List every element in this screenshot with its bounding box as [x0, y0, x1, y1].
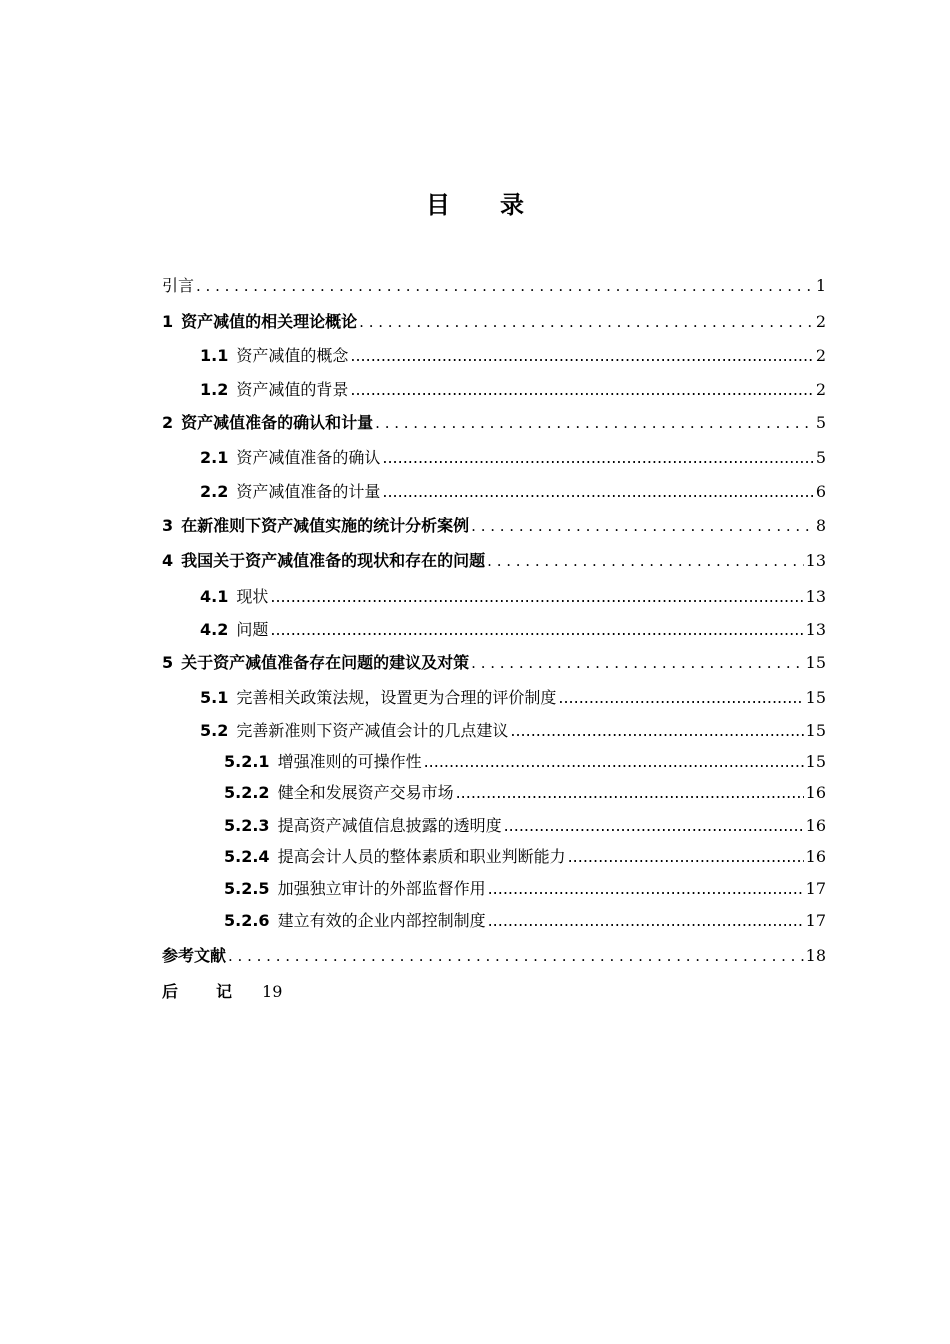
toc-entry-page: 17 [805, 911, 826, 930]
toc-entry-number: 1.2 [200, 380, 229, 399]
toc-entry-page: 1 [815, 276, 826, 295]
dot-leader [424, 752, 804, 772]
toc-entry-number: 5.1 [200, 688, 229, 707]
toc-entry-label: 提高会计人员的整体素质和职业判断能力 [277, 847, 566, 866]
toc-entry-references[interactable] [162, 940, 826, 966]
toc-entry-subsection-5-2-5[interactable] [224, 873, 826, 899]
toc-entry-number: 2.2 [200, 482, 229, 501]
toc-entry-label: 资产减值准备的确认和计量 [181, 413, 374, 432]
toc-entry-page: 2 [815, 346, 826, 365]
toc-entry-page: 5 [815, 413, 826, 432]
toc-entry-page: 16 [805, 816, 826, 835]
dot-leader [558, 688, 803, 708]
toc-entry-label: 完善新准则下资产减值会计的几点建议 [236, 721, 509, 740]
toc-entry-chapter-5[interactable] [162, 647, 826, 673]
toc-entry-label: 关于资产减值准备存在问题的建议及对策 [181, 653, 470, 672]
toc-entry-page: 2 [815, 380, 826, 399]
toc-entry-page: 15 [805, 653, 826, 672]
toc-entry-page: 6 [815, 482, 826, 501]
dot-leader [228, 946, 804, 966]
dot-leader [350, 346, 813, 366]
toc-entry-number: 5.2.3 [224, 816, 270, 835]
toc-entry-number: 4 [162, 551, 174, 570]
toc-entry-number: 4.2 [200, 620, 229, 639]
title-char-1: 目 [426, 191, 450, 219]
toc-entry-label: 资产减值准备的确认 [236, 448, 381, 467]
toc-entry-number: 5.2 [200, 721, 229, 740]
toc-entry-number: 1.1 [200, 346, 229, 365]
toc-entry-subsection-5-2-3[interactable] [224, 810, 826, 836]
title-char-2: 录 [500, 191, 524, 219]
toc-entry-page: 15 [805, 721, 826, 740]
toc-entry-page: 5 [815, 448, 826, 467]
toc-entry-page: 15 [805, 688, 826, 707]
toc-entry-page: 13 [805, 587, 826, 606]
toc-entry-label: 提高资产减值信息披露的透明度 [277, 816, 502, 835]
toc-entry-page: 13 [805, 551, 826, 570]
toc-entry-label: 健全和发展资产交易市场 [277, 783, 454, 802]
toc-entry-page: 16 [805, 847, 826, 866]
toc-entry-subsection-5-2-6[interactable] [224, 905, 826, 931]
toc-entry-page: 8 [815, 516, 826, 535]
dot-leader [456, 783, 804, 803]
toc-title [0, 185, 950, 220]
dot-leader [196, 276, 814, 296]
toc-entry-subsection-5-2-2[interactable] [224, 777, 826, 803]
toc-entry-page: 18 [805, 946, 826, 965]
dot-leader [359, 312, 814, 332]
toc-entry-number: 2 [162, 413, 174, 432]
dot-leader [568, 847, 804, 867]
dot-leader [471, 653, 803, 673]
toc-entry-label: 参考文献 [162, 946, 227, 965]
toc-entry-section-4-1[interactable] [200, 581, 826, 607]
dot-leader [510, 721, 803, 741]
toc-entry-page: 13 [805, 620, 826, 639]
toc-entry-afterword[interactable] [162, 976, 282, 1002]
dot-leader [382, 482, 813, 502]
toc-entry-subsection-5-2-4[interactable] [224, 841, 826, 867]
toc-entry-section-5-2[interactable] [200, 715, 826, 741]
toc-entry-number: 5.2.4 [224, 847, 270, 866]
toc-entry-section-1-1[interactable] [200, 340, 826, 366]
toc-entry-chapter-3[interactable] [162, 510, 826, 536]
toc-entry-label: 资产减值的概念 [236, 346, 349, 365]
toc-entry-number: 5.2.2 [224, 783, 270, 802]
dot-leader [350, 380, 813, 400]
toc-entry-label: 加强独立审计的外部监督作用 [277, 879, 486, 898]
afterword-char-1: 后 [162, 982, 179, 1001]
toc-entry-label: 建立有效的企业内部控制制度 [277, 911, 486, 930]
toc-entry-chapter-1[interactable] [162, 306, 826, 332]
dot-leader [375, 413, 814, 433]
dot-leader [504, 816, 804, 836]
toc-entry-label: 现状 [236, 587, 269, 606]
toc-entry-number: 3 [162, 516, 174, 535]
dot-leader [270, 587, 803, 607]
toc-entry-label: 在新准则下资产减值实施的统计分析案例 [181, 516, 470, 535]
dot-leader [270, 620, 803, 640]
toc-entry-label: 问题 [236, 620, 269, 639]
toc-entry-number: 2.1 [200, 448, 229, 467]
toc-entry-section-4-2[interactable] [200, 614, 826, 640]
toc-entry-number: 4.1 [200, 587, 229, 606]
toc-entry-label: 引言 [162, 276, 195, 295]
toc-entry-chapter-2[interactable] [162, 407, 826, 433]
toc-entry-number: 5.2.1 [224, 752, 270, 771]
toc-entry-label: 资产减值准备的计量 [236, 482, 381, 501]
toc-entry-page: 16 [805, 783, 826, 802]
toc-entry-section-2-1[interactable] [200, 442, 826, 468]
toc-entry-number: 5.2.6 [224, 911, 270, 930]
toc-entry-label: 资产减值的背景 [236, 380, 349, 399]
toc-entry-number: 1 [162, 312, 174, 331]
toc-entry-page: 19 [262, 982, 283, 1001]
toc-entry-label: 增强准则的可操作性 [277, 752, 422, 771]
dot-leader [488, 911, 804, 931]
toc-entry-section-2-2[interactable] [200, 476, 826, 502]
toc-entry-section-1-2[interactable] [200, 374, 826, 400]
dot-leader [382, 448, 813, 468]
toc-entry-number: 5.2.5 [224, 879, 270, 898]
toc-entry-page: 17 [805, 879, 826, 898]
afterword-char-2: 记 [216, 982, 233, 1001]
toc-entry-label: 完善相关政策法规，设置更为合理的评价制度 [236, 688, 557, 707]
toc-entry-label: 资产减值的相关理论概论 [181, 312, 358, 331]
toc-entry-chapter-4[interactable] [162, 545, 826, 571]
toc-entry-number: 5 [162, 653, 174, 672]
toc-entry-intro[interactable] [162, 270, 826, 296]
toc-entry-label: 我国关于资产减值准备的现状和存在的问题 [181, 551, 486, 570]
dot-leader [488, 879, 804, 899]
toc-entry-page: 2 [815, 312, 826, 331]
dot-leader [471, 516, 814, 536]
dot-leader [487, 551, 803, 571]
toc-entry-section-5-1[interactable] [200, 682, 826, 708]
toc-entry-subsection-5-2-1[interactable] [224, 746, 826, 772]
toc-entry-page: 15 [805, 752, 826, 771]
